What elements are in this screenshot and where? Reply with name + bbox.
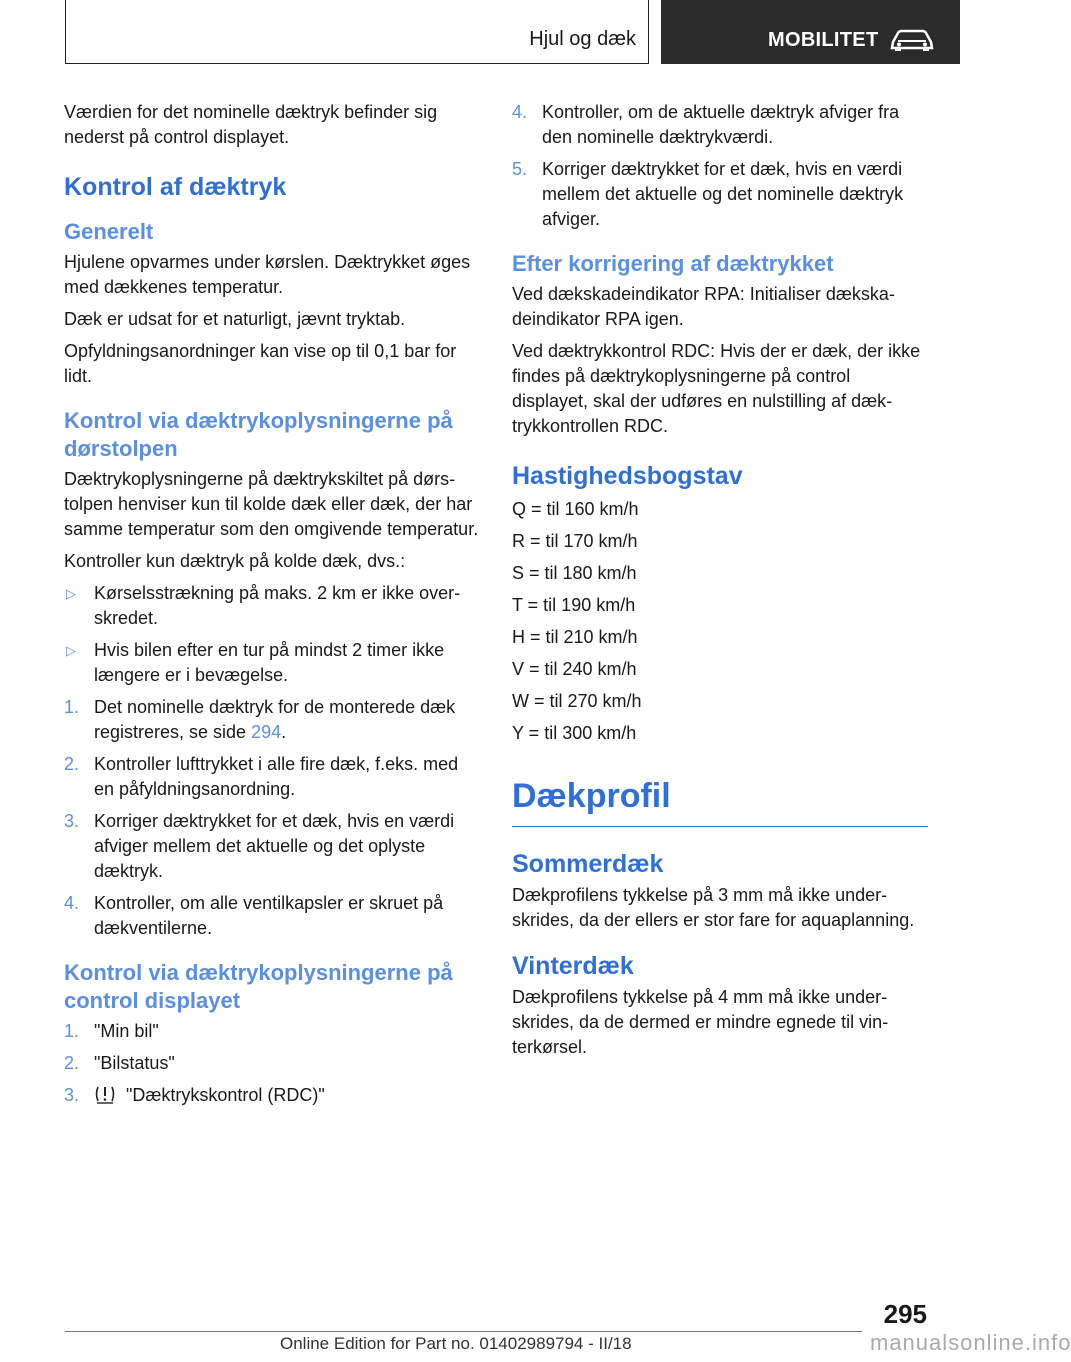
list-item [64, 581, 480, 631]
heading-dorstolpen: Kontrol via dæktrykoplysningerne på dørstolpen [64, 408, 453, 461]
heading-generelt: Generelt [64, 219, 154, 244]
efter-paragraph-2: Ved dæktrykkontrol RDC: Hvis der er dæk, der ikke findes på dæktrykoplysningerne på control displayet, skal der udføres en nulstilling af dæktrykkontrollen RDC. [512, 341, 921, 436]
generelt-paragraph-2: Dæk er udsat for et naturligt, jævnt tryktab. [64, 309, 406, 329]
list-item [64, 891, 480, 941]
section-title: Hjul og dæk [529, 28, 636, 50]
sommer-paragraph: Dækprofilens tykkelse på 3 mm må ikke underskrides, da der ellers er stor fare for aquaplanning. [512, 885, 915, 930]
heading-control-display: Kontrol via dæktrykoplysningerne på control displayet [64, 960, 453, 1013]
step-text: Korriger dæktrykket for et dæk, hvis en værdi afviger mellem det aktuelle og det oplyste dæktryk. [94, 811, 455, 881]
intro-text: Værdien for det nominelle dæktryk befinder sig nederst på control displayet. [64, 102, 438, 147]
dorstolpen-paragraph-2: Kontroller kun dæktryk på kolde dæk, dvs.: [64, 551, 406, 571]
tire-pressure-warning-icon [94, 1084, 116, 1104]
speed-rating-row: H = til 210 km/h [512, 627, 638, 647]
heading-daekprofil: Dækprofil [512, 777, 671, 815]
heading-kontrol-af-daektryk: Kontrol af dæktryk [64, 173, 287, 201]
bullet-text: Hvis bilen efter en tur på mindst 2 timer ikke længere er i bevægelse. [94, 640, 445, 685]
list-item [512, 100, 928, 150]
generelt-paragraph-1: Hjulene opvarmes under kørslen. Dæktrykket øges med dækkenes temperatur. [64, 252, 471, 297]
list-item [64, 809, 480, 884]
step-number: 3. [64, 1085, 80, 1105]
step-text: Korriger dæktrykket for et dæk, hvis en værdi mellem det aktuelle og det nominelle dæktryk afviger. [542, 159, 904, 229]
step-text: "Bilstatus" [94, 1053, 175, 1073]
watermark-logo: manualsonline.info [870, 1330, 1071, 1355]
page-number: 295 [883, 1299, 927, 1329]
right-column [512, 100, 928, 1067]
vinter-paragraph: Dækprofilens tykkelse på 4 mm må ikke underskrides, da de dermed er mindre egnede til vinterkørsel. [512, 987, 889, 1057]
step-number: 4. [512, 102, 528, 122]
list-item [512, 157, 928, 232]
step-text: "Dæktrykskontrol (RDC)" [126, 1085, 325, 1105]
step-text-end: . [281, 722, 287, 742]
speed-rating-row: Q = til 160 km/h [512, 499, 639, 519]
step-number: 2. [64, 1053, 80, 1073]
footer-divider [65, 1331, 862, 1332]
list-item [64, 1083, 480, 1108]
step-text: Kontroller, om de aktuelle dæktryk afviger fra den nominelle dæktrykværdi. [542, 102, 900, 147]
list-item [64, 1019, 480, 1044]
car-icon [889, 28, 935, 52]
list-item [64, 1051, 480, 1076]
speed-rating-row: R = til 170 km/h [512, 531, 638, 551]
step-text: Kontroller lufttrykket i alle fire dæk, f.eks. med en påfyldningsanordning. [94, 754, 459, 799]
step-number: 1. [64, 1021, 80, 1041]
heading-sommerdaek: Sommerdæk [512, 850, 664, 878]
step-number: 4. [64, 893, 80, 913]
heading-vinterdaek: Vinterdæk [512, 952, 634, 980]
dorstolpen-paragraph-1: Dæktrykoplysningerne på dæktrykskiltet på dørstolpen henviser kun til kolde dæk eller dæk, der har samme temperatur som den omgivende temperatur. [64, 469, 479, 539]
triangle-bullet-icon: ▷ [66, 586, 76, 601]
chapter-tab [661, 0, 960, 64]
step-number: 3. [64, 811, 80, 831]
speed-rating-row: S = til 180 km/h [512, 563, 637, 583]
triangle-bullet-icon: ▷ [66, 643, 76, 658]
bullet-text: Kørselsstrækning på maks. 2 km er ikke overskredet. [94, 583, 461, 628]
speed-rating-row: Y = til 300 km/h [512, 723, 637, 743]
page-reference-link[interactable]: 294 [251, 722, 282, 742]
speed-rating-row: W = til 270 km/h [512, 691, 642, 711]
step-number: 5. [512, 159, 528, 179]
list-item [64, 638, 480, 688]
efter-paragraph-1: Ved dækskadeindikator RPA: Initialiser dækskadeindikator RPA igen. [512, 284, 895, 329]
generelt-paragraph-3: Opfyldningsanordninger kan vise op til 0,1 bar for lidt. [64, 341, 457, 386]
step-number: 2. [64, 754, 80, 774]
chapter-title: MOBILITET [768, 29, 879, 51]
list-item [64, 752, 480, 802]
step-text: "Min bil" [94, 1021, 159, 1041]
list-item [64, 695, 480, 745]
step-number: 1. [64, 697, 80, 717]
edition-text: Online Edition for Part no. 01402989794 - II/18 [280, 1334, 632, 1353]
speed-rating-row: V = til 240 km/h [512, 659, 637, 679]
left-column [64, 100, 480, 1115]
heading-divider [512, 826, 928, 827]
step-text: Det nominelle dæktryk for de monterede dæk registreres, se side [94, 697, 456, 742]
header-section-box [65, 0, 649, 64]
step-text: Kontroller, om alle ventilkapsler er skruet på dækventilerne. [94, 893, 444, 938]
speed-rating-row: T = til 190 km/h [512, 595, 636, 615]
heading-efter-korrigering: Efter korrigering af dæktrykket [512, 251, 834, 276]
heading-hastighedsbogstav: Hastighedsbogstav [512, 462, 743, 490]
